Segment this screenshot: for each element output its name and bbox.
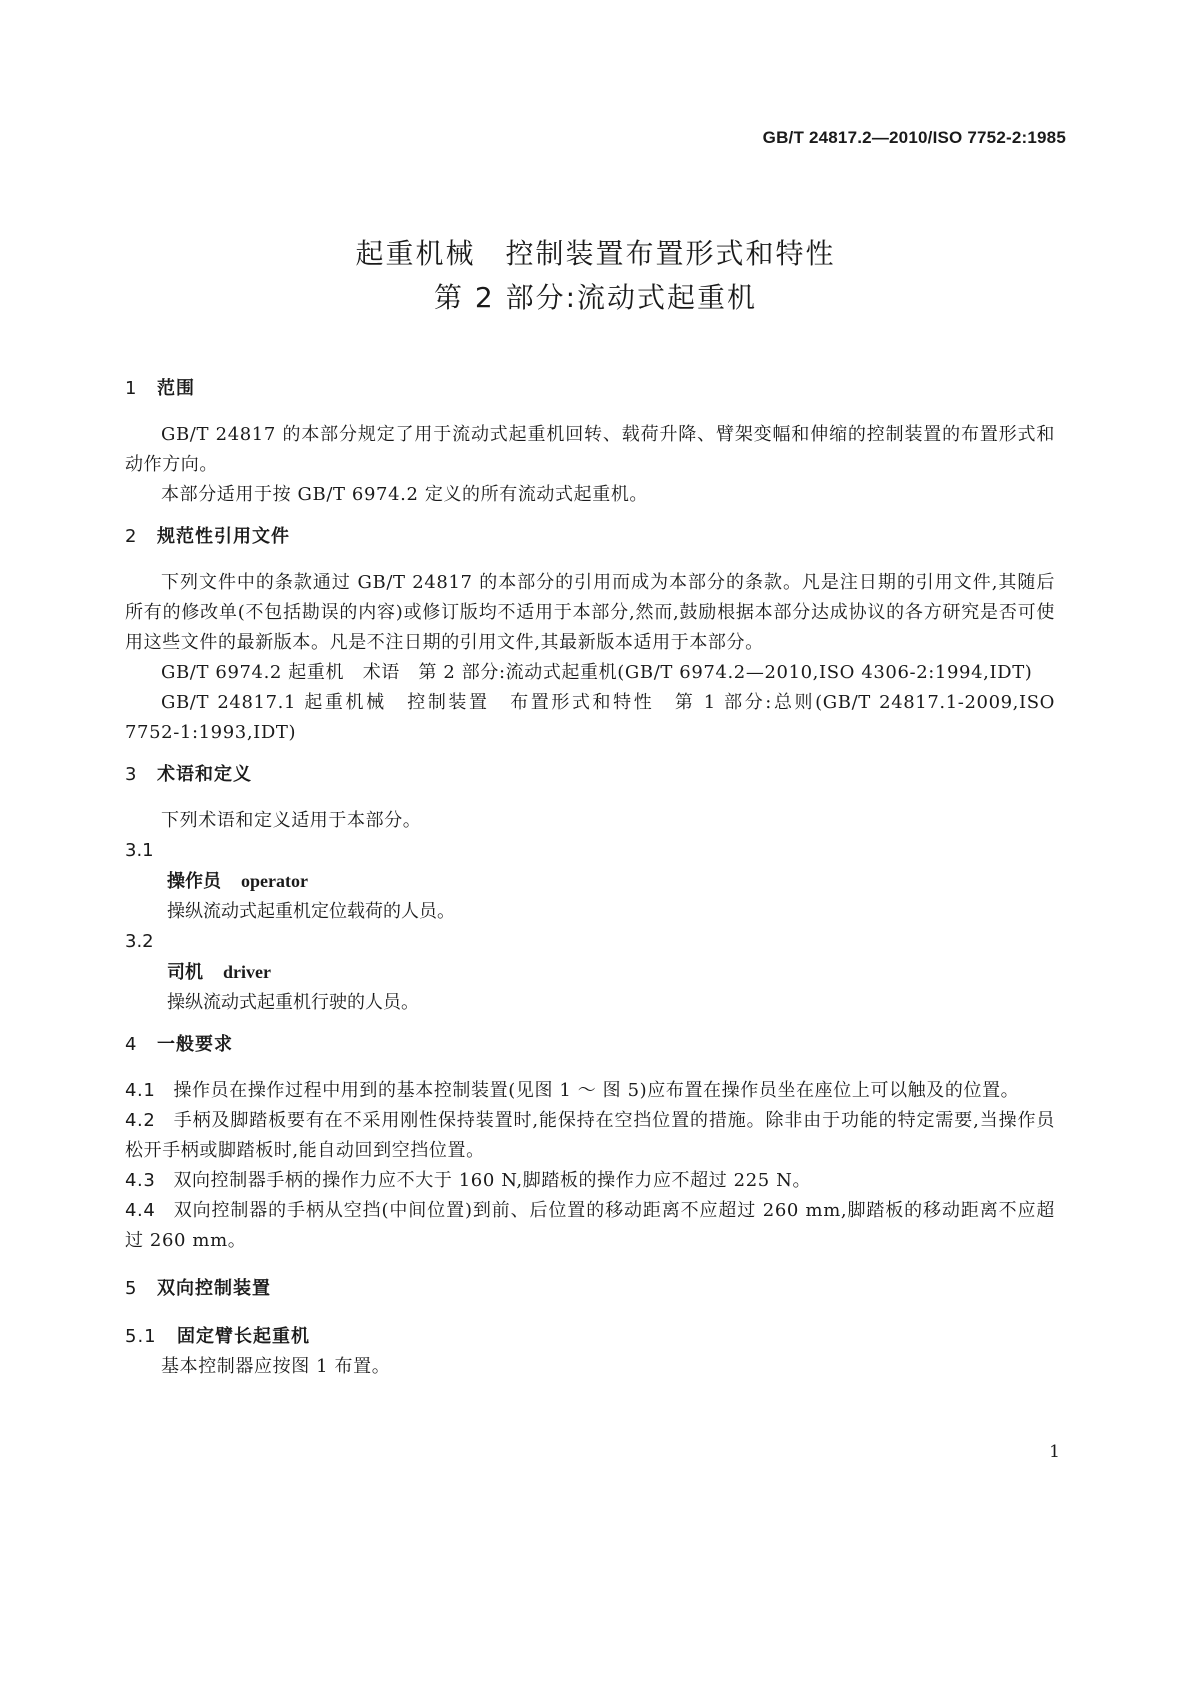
document-body (125, 374, 1055, 1382)
clause-text: 手柄及脚踏板要有在不采用刚性保持装置时,能保持在空挡位置的措施。除非由于功能的特定需要,当操作员松开手柄或脚踏板时,能自动回到空挡位置。 (125, 1110, 1055, 1161)
term-driver (125, 957, 1055, 988)
clause-number: 4.1 (125, 1080, 156, 1101)
clause-4-2 (125, 1106, 1055, 1166)
section-1-paragraph-2: 本部分适用于按 GB/T 6974.2 定义的所有流动式起重机。 (161, 484, 649, 505)
term-number: 3.2 (125, 931, 154, 952)
section-number: 3 (125, 764, 138, 785)
clause-text: 双向控制器手柄的操作力应不大于 160 N,脚踏板的操作力应不超过 225 N。 (173, 1170, 812, 1191)
section-1-paragraph-1: GB/T 24817 的本部分规定了用于流动式起重机回转、载荷升降、臂架变幅和伸缩的控制装置的布置形式和动作方向。 (125, 424, 1055, 475)
section-3-heading (125, 760, 1055, 790)
section-5-paragraph-1: 基本控制器应按图 1 布置。 (161, 1356, 391, 1377)
term-definition: 操纵流动式起重机行驶的人员。 (167, 992, 419, 1013)
clause-4-4 (125, 1196, 1055, 1256)
clause-4-1 (125, 1076, 1055, 1106)
section-5-heading (125, 1274, 1055, 1304)
clause-number: 4.2 (125, 1110, 156, 1131)
clause-text: 操作员在操作过程中用到的基本控制装置(见图 1 ～ 图 5)应布置在操作员坐在座位上可以触及的位置。 (173, 1080, 1020, 1101)
subsection-title: 固定臂长起重机 (177, 1326, 310, 1347)
subsection-number: 5.1 (125, 1326, 157, 1347)
section-number: 1 (125, 378, 138, 399)
section-4-heading (125, 1030, 1055, 1060)
section-1-heading (125, 374, 1055, 404)
term-operator (125, 866, 1055, 897)
page-number: 1 (1049, 1442, 1060, 1462)
section-2-paragraph-1: 下列文件中的条款通过 GB/T 24817 的本部分的引用而成为本部分的条款。凡是注日期的引用文件,其随后所有的修改单(不包括勘误的内容)或修订版均不适用于本部分,然而,鼓励根据本部分达成协议的各方研究是否可使用这些文件的最新版本。凡是不注日期的引用文件,其最新版本适用于本部分。 (125, 572, 1055, 653)
section-title: 范围 (157, 378, 195, 399)
section-number: 5 (125, 1278, 138, 1299)
term-number: 3.1 (125, 840, 154, 861)
title-line-2: 第 2 部分:流动式起重机 (433, 281, 758, 314)
section-title: 双向控制装置 (157, 1278, 271, 1299)
subsection-5-1-heading (125, 1322, 1055, 1352)
section-title: 一般要求 (157, 1034, 233, 1055)
term-zh: 司机 (167, 962, 203, 983)
clause-number: 4.3 (125, 1170, 156, 1191)
section-number: 4 (125, 1034, 138, 1055)
section-title: 规范性引用文件 (157, 526, 290, 547)
section-title: 术语和定义 (157, 764, 252, 785)
clause-number: 4.4 (125, 1200, 156, 1221)
term-zh: 操作员 (167, 871, 221, 892)
clause-4-3 (125, 1166, 1055, 1196)
title-line-1: 起重机械 控制装置布置形式和特性 (355, 237, 836, 270)
reference-2: GB/T 24817.1 起重机械 控制装置 布置形式和特性 第 1 部分:总则(GB/T 24817.1-2009,ISO 7752-1:1993,IDT) (125, 692, 1055, 743)
reference-1: GB/T 6974.2 起重机 术语 第 2 部分:流动式起重机(GB/T 6974.2—2010,ISO 4306-2:1994,IDT) (161, 662, 1033, 683)
section-3-paragraph-1: 下列术语和定义适用于本部分。 (161, 810, 422, 831)
standard-code: GB/T 24817.2—2010/ISO 7752-2:1985 (762, 128, 1066, 147)
term-en: operator (241, 871, 308, 891)
term-en: driver (223, 962, 271, 982)
term-definition: 操纵流动式起重机定位载荷的人员。 (167, 901, 455, 922)
section-number: 2 (125, 526, 138, 547)
section-2-heading (125, 522, 1055, 552)
clause-text: 双向控制器的手柄从空挡(中间位置)到前、后位置的移动距离不应超过 260 mm,脚踏板的移动距离不应超过 260 mm。 (125, 1200, 1055, 1251)
